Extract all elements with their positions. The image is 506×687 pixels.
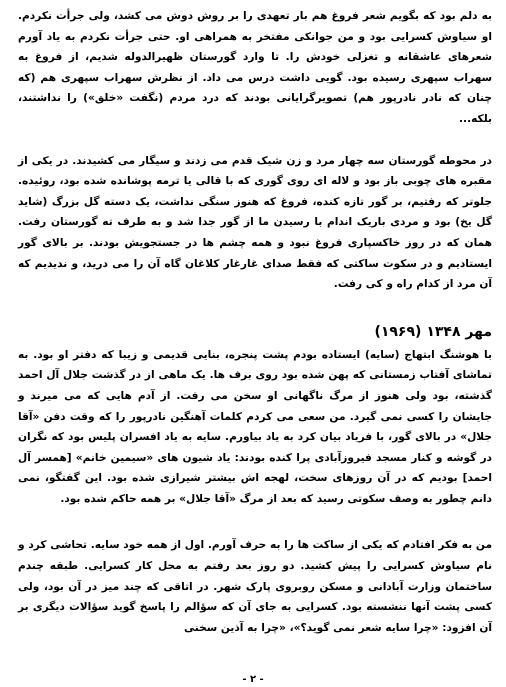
- page-number: - ۲ -: [242, 674, 264, 685]
- paragraph-1: به دلم بود که بگویم شعر فروغ هم بار تعهدی را بر روش دوش می کشد، ولی جرأت نکردم. او سیاوش کسرایی بود و من جوانکی مفتخر به همراهی او. حتی جرأت نکردم به یاد آورم شعرهای عاشقانه و تغزلی خودش را. تا وارد گورستان ظهیرالدوله شدیم، از فروغ به سهراب سپهری رسیده بود. گویی داشت درس می داد. از نظرش سهراب سپهری هم (که چنان که نادر نادرپور هم) تصویرگرایانی بودند که درد مردم (نگفت «خلق») را نداشتند، بلکه...: [18, 10, 492, 125]
- section-heading: مهر ۱۳۴۸ (۱۹۶۹): [374, 323, 492, 340]
- paragraph-spacer: [18, 509, 492, 535]
- paragraph-2: در محوطه گورستان سه چهار مرد و زن شیک قدم می زدند و سیگار می کشیدند. در یکی از مقبره های چوبی باز بود و لاله ای روی گوری که با قالی یا ترمه پوشانده شده بود، روئیده. جلوتر که رفتیم، بر گور تازه کنده، فروغ که هنوز سنگی نداشت، یک دسته گل بزرگ (شاید گل یخ) بود و مردی باریک اندام با رسیدن ما از گور جدا شد و به طرف ته گورستان رفت. همان که در روز خاکسپاری فروغ نبود و همه چشم ها در جستجویش بودند. بر بالای گور ایستادیم و در سکوت ساکتی که فقط صدای غارغار کلاغان گاه آن را می درید، و ندیدیم که آن مرد از کدام راه و کی رفت.: [18, 154, 492, 291]
- paragraph-3: با هوشنگ ابتهاج (سایه) ایستاده بودم پشت پنجره، بنایی قدیمی و زیبا که دفتر او بود. به تماشای آفتاب زمستانی که پهن شده بود روی برف ها. یک ماهی از در گذشت جلال آل احمد گذشته، بود ولی هنوز از مرگ ناگهانی او سخن می رفت. از آدم هایی که می میرند و جایشان را کسی نمی گیرد. من سعی می کردم کلمات آهنگین نادرپور را که وقت دفن «آقا جلال» در بالای گور، با فریاد بیان کرد به یاد بیاورم. سایه به یاد افسران پلیس بود که نگران در گوشه و کنار مسجد فیروزآبادی پرا کنده بودند: یاد شیون های «سیمین خانم» [همسر آل احمد] بودیم که در آن روزهای سخت، لهجه اش بیشتر شیرازی شده بود. این گفتگو، نمی دانم چطور به وصف سکوتی رسید که بعد از مرگ «آقا جلال» بر همه حاکم شده بود.: [18, 348, 492, 505]
- paragraph-spacer: [18, 130, 492, 151]
- paragraph-spacer: [18, 295, 492, 321]
- paragraph-4: من به فکر افتادم که یکی از ساکت ها را به حرف آورم. اول از همه خود سایه. تحاشی کرد و نام سیاوش کسرایی را پیش کشید. دو روز بعد رفتم به محل کار کسرایی. طبقه چندم ساختمان وزارت آبادانی و مسکن روبروی پارک شهر. در اتاقی که چند میز در آن بود، ولی کسی پشت آنها ننشسته بود. کسرایی به جای آن که سؤالم را پاسخ گوید سؤالات دیگری بر آن افزود: «چرا سایه شعر نمی گوید؟»، «چرا به آذین سخنی: [18, 539, 492, 634]
